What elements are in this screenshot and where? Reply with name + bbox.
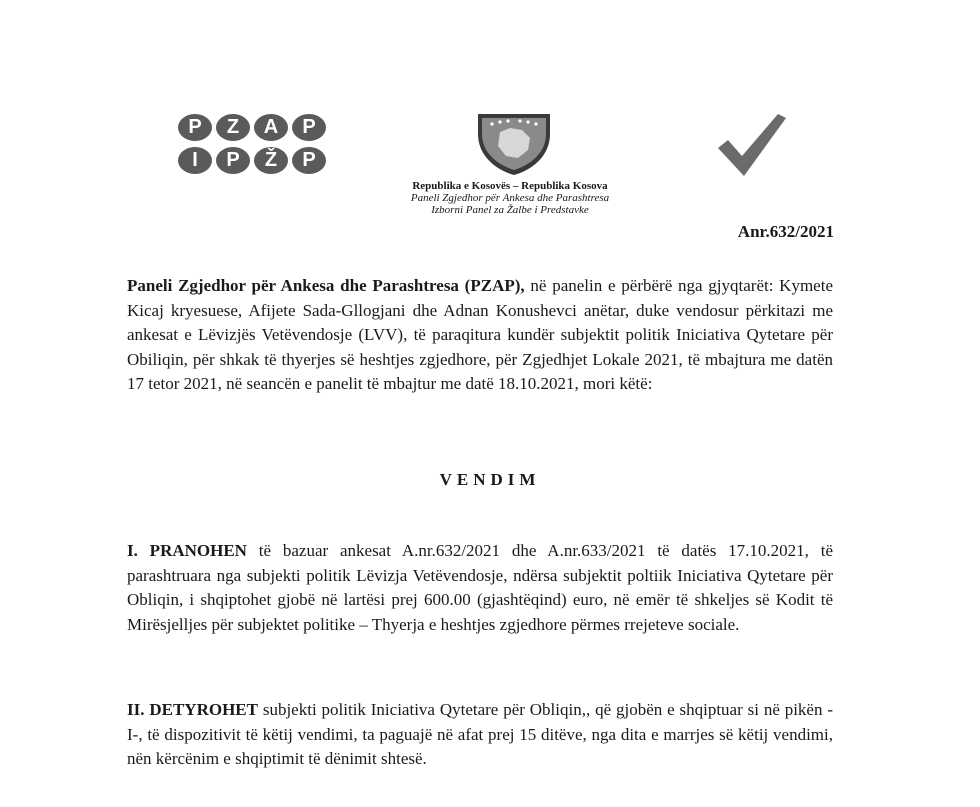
pzap-letter: Z [216,114,250,141]
institution-line-2: Paneli Zgjedhor për Ankesa dhe Parashtresa [410,192,610,204]
point-heading: I. PRANOHEN [127,541,247,560]
checkmark-icon [714,110,788,178]
intro-text: në panelin e përbërë nga gjyqtarët: Kymete Kicaj kryesuese, Afijete Sada-Gllogjani dhe Adnan Konushevci anëtar, duke vendosur përkitazi me ankesat e Lëvizjës Vetëvendosje (LVV), të paraqitura kundër subjektit politik Iniciativa Qytetare për Obiliqin, për shkak të thyerjes së heshtjes zgjedhore, për Zgjedhjet Lokale 2021, të mbajtura me datën 17 tetor 2021, në seancën e panelit të mbajtur me datë 18.10.2021, mori këtë: [127,276,833,393]
ipzp-letter: Ž [254,147,288,174]
ipzp-letter: I [178,147,212,174]
pzap-logo-row-2 [178,147,328,174]
decision-title: VENDIM [439,470,541,489]
decision-point-1 [127,539,833,637]
kosovo-emblem-icon [474,112,554,176]
point-heading: II. DETYROHET [127,700,258,719]
institution-line-1: Republika e Kosovës – Republika Kosova [412,180,608,192]
intro-paragraph [127,274,833,397]
document-number: Anr.632/2021 [737,222,834,241]
ipzp-letter: P [292,147,326,174]
point-text: subjekti politik Iniciativa Qytetare për Obliqin,, që gjobën e shqiptuar si në pikën -I-, të dispozitivit të këtij vendimi, ta paguajë në afat prej 15 ditëve, nga dita e marrjes së këtij vendimi, nën kërcënim e shqiptimit të dënimit shtesë. [127,700,834,768]
ipzp-letter: P [216,147,250,174]
decision-point-2 [127,698,833,772]
point-text: të bazuar ankesat A.nr.632/2021 dhe A.nr.633/2021 të datës 17.10.2021, të parashtruara nga subjekti politik Lëvizja Vetëvendosje, ndërsa subjektit poltiik Iniciativa Qytetare për Obliqin, i shqiptohet gjobë në lartësi prej 600.00 (gjashtëqind) euro, në emër të shkeljes së Kodit të Mirësjelljes për subjektet politike – Thyerja e heshtjes zgjedhore përmes rrejeteve sociale. [127,541,833,634]
panel-name: Paneli Zgjedhor për Ankesa dhe Parashtresa (PZAP), [127,276,525,295]
pzap-letter: P [178,114,212,141]
pzap-letter: A [254,114,288,141]
pzap-logo [178,114,328,174]
institution-header [360,180,660,216]
institution-line-3: Izborni Panel za Žalbe i Predstavke [431,204,589,216]
pzap-logo-row-1 [178,114,328,141]
pzap-letter: P [292,114,326,141]
